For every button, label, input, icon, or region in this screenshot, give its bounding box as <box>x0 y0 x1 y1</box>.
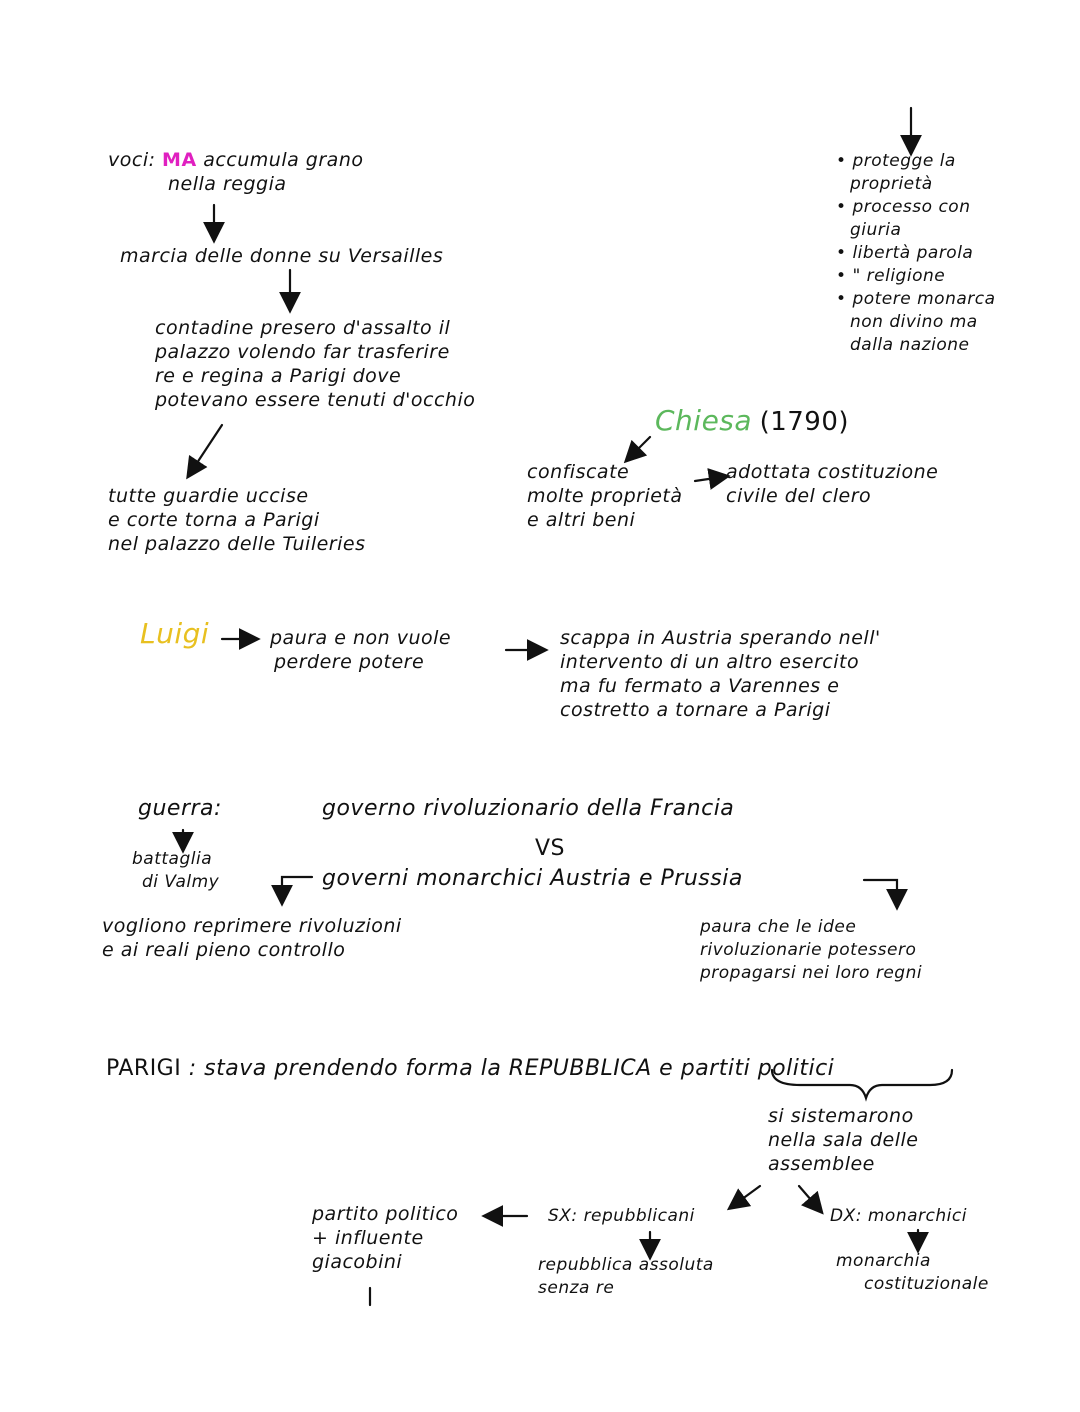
guardie-line: nel palazzo delle Tuileries <box>108 533 366 555</box>
guerra-vs <box>535 836 565 862</box>
paura-line: perdere potere <box>274 651 425 673</box>
chiesa-heading <box>655 404 850 437</box>
guerra-side-b <box>322 866 743 892</box>
dx-result-line: costituzionale <box>864 1274 989 1294</box>
giacobini-line: + influente <box>312 1227 424 1249</box>
giacobini-line: partito politico <box>312 1203 459 1225</box>
sistemarono-note <box>768 1104 918 1176</box>
paura-idee-note <box>700 916 922 985</box>
sistemarono-line: si sistemarono <box>768 1105 914 1127</box>
dx-text: DX: monarchici <box>830 1206 967 1226</box>
dx-result-line: monarchia <box>836 1251 931 1271</box>
contadine-note <box>155 316 475 412</box>
guerra-side-a <box>322 796 734 822</box>
vogliono-line: e ai reali pieno controllo <box>102 939 346 961</box>
rights-list <box>836 150 996 357</box>
rights-item: • processo con <box>836 196 996 219</box>
ma-highlight: MA <box>162 149 197 171</box>
chiesa-year: (1790) <box>759 407 850 437</box>
vogliono-note <box>102 914 402 962</box>
adottata-line: adottata costituzione <box>726 461 939 483</box>
scappa-note <box>560 626 881 722</box>
arrow-bent-icon <box>864 880 897 902</box>
vs-text: VS <box>535 836 566 861</box>
arrow-diagonal-icon <box>734 1186 760 1205</box>
parigi-text: : stava prendendo forma la REPUBBLICA e <box>188 1056 674 1081</box>
dx-label <box>830 1205 967 1228</box>
scappa-line: ma fu fermato a Varennes e <box>560 675 840 697</box>
luigi-name: Luigi <box>140 617 210 650</box>
voci-line2: nella reggia <box>168 173 287 195</box>
adottata-line: civile del clero <box>726 485 872 507</box>
sx-result-note <box>538 1254 714 1300</box>
contadine-line: potevano essere tenuti d'occhio <box>155 389 476 411</box>
guerra-text: guerra: <box>138 796 222 821</box>
adottata-note <box>726 460 938 508</box>
vogliono-line: vogliono reprimere rivoluzioni <box>102 915 402 937</box>
partiti-politici: partiti politici <box>680 1056 835 1081</box>
paura-idee-line: paura che le idee <box>700 917 857 937</box>
arrow-right-icon <box>695 477 722 481</box>
parigi-sentence <box>106 1056 834 1082</box>
sx-result-line: senza re <box>538 1278 615 1298</box>
side-b-text: governi monarchici Austria e Prussia <box>322 866 743 891</box>
guerra-label <box>138 796 222 822</box>
contadine-line: re e regina a Parigi dove <box>155 365 402 387</box>
battaglia-line: battaglia <box>132 849 213 869</box>
rights-item-cont: non divino ma <box>850 312 978 332</box>
dx-result-note <box>836 1250 989 1296</box>
arrow-bent-icon <box>282 877 312 898</box>
guardie-note <box>108 484 366 556</box>
side-a-text: governo rivoluzionario della Francia <box>322 796 735 821</box>
sx-label <box>548 1205 695 1228</box>
sx-text: SX: repubblicani <box>548 1206 695 1226</box>
sistemarono-line: nella sala delle <box>768 1129 919 1151</box>
confiscate-line: molte proprietà <box>527 485 683 507</box>
scappa-line: scappa in Austria sperando nell' <box>560 627 881 649</box>
luigi-heading <box>140 617 210 650</box>
contadine-line: palazzo volendo far trasferire <box>155 341 450 363</box>
scappa-line: costretto a tornare a Parigi <box>560 699 831 721</box>
rights-item: • libertà parola <box>836 242 996 265</box>
parigi-label: PARIGI <box>106 1056 182 1081</box>
rights-item-cont: proprietà <box>850 174 933 194</box>
voci-label: voci: <box>108 149 156 171</box>
luigi-paura-note <box>270 626 451 674</box>
confiscate-line: e altri beni <box>527 509 636 531</box>
guardie-line: tutte guardie uccise <box>108 485 309 507</box>
giacobini-line: giacobini <box>312 1251 403 1273</box>
arrow-diagonal-icon <box>191 425 222 472</box>
paura-idee-line: propagarsi nei loro regni <box>700 963 923 983</box>
guardie-line: e corte torna a Parigi <box>108 509 320 531</box>
rights-item: • potere monarca <box>836 288 996 311</box>
voci-note <box>108 148 364 196</box>
rights-item: • protegge la <box>836 150 996 173</box>
confiscate-note <box>527 460 683 532</box>
rights-item: • " religione <box>836 265 996 288</box>
sistemarono-line: assemblee <box>768 1153 875 1175</box>
paura-idee-line: rivoluzionarie potessero <box>700 940 917 960</box>
giacobini-note <box>312 1202 458 1274</box>
confiscate-line: confiscate <box>527 461 630 483</box>
rights-item-cont: giuria <box>850 220 902 240</box>
scappa-line: intervento di un altro esercito <box>560 651 860 673</box>
paura-line: paura e non vuole <box>270 627 452 649</box>
battaglia-note <box>132 848 219 894</box>
chiesa-title: Chiesa <box>655 404 753 437</box>
battaglia-line: di Valmy <box>142 872 220 892</box>
arrow-diagonal-icon <box>799 1186 818 1208</box>
rights-item-cont: dalla nazione <box>850 335 970 355</box>
marcia-text: marcia delle donne su Versailles <box>120 245 444 267</box>
sx-result-line: repubblica assoluta <box>538 1255 714 1275</box>
arrow-diagonal-icon <box>630 437 650 457</box>
voci-text: accumula grano <box>203 149 364 171</box>
marcia-note <box>120 244 443 268</box>
contadine-line: contadine presero d'assalto il <box>155 317 451 339</box>
